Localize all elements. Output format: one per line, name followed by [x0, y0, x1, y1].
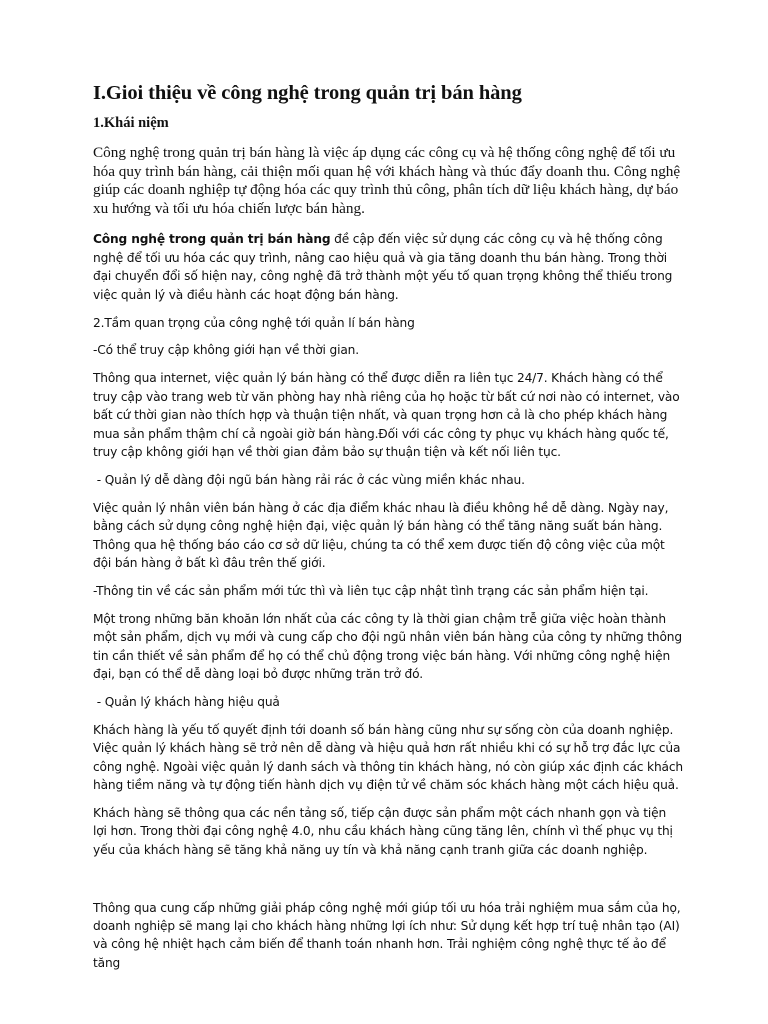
- point-body-team: Việc quản lý nhân viên bán hàng ở các địa điểm khác nhau là điều không hề dễ dàng. Ngày nay, bằng cách sử dụng công nghệ hiện đại, việc quản lý bán hàng có thể tăng năng suất bán hàng. Thông qua hệ thống báo cáo cơ sở dữ liệu, chúng ta có thể xem được tiến độ công việc của một đội bán hàng ở bất kì đâu trên thế giới.: [93, 500, 669, 570]
- definition-term: Công nghệ trong quản trị bán hàng: [93, 232, 331, 247]
- point-heading-customers: - Quản lý khách hàng hiệu quả: [93, 694, 280, 709]
- point-heading-products: -Thông tin về các sản phẩm mới tức thì và liên tục cập nhật tình trạng các sản phẩm hiện tại.: [93, 583, 649, 598]
- point-body-products: Một trong những băn khoăn lớn nhất của các công ty là thời gian chậm trễ giữa việc hoàn thành một sản phẩm, dịch vụ mới và cung cấp cho đội ngũ nhân viên bán hàng của công ty những thông tin cần thiết về sản phẩm để họ có thể chủ động trong việc bán hàng. Với những công nghệ hiện đại, bạn có thể dễ dàng loại bỏ được những trăn trở đó.: [93, 611, 682, 681]
- document-page: [93, 82, 683, 982]
- point-body-customers-1: Khách hàng là yếu tố quyết định tới doanh số bán hàng cũng như sự sống còn của doanh nghiệp. Việc quản lý khách hàng sẽ trở nên dễ dàng và hiệu quả hơn rất nhiều khi có sự hỗ trợ đắc lực của công nghệ. Ngoài việc quản lý danh sách và thông tin khách hàng, nó còn giúp xác định các khách hàng tiềm năng và tự động tiến hành dịch vụ điện tử về chăm sóc khách hàng một cách hiệu quả.: [93, 722, 683, 793]
- section-heading-importance: 2.Tầm quan trọng của công nghệ tới quản lí bán hàng: [93, 315, 415, 330]
- intro-paragraph: Công nghệ trong quản trị bán hàng là việc áp dụng các công cụ và hệ thống công nghệ để tối ưu hóa quy trình bán hàng, cải thiện mối quan hệ với khách hàng và thúc đẩy doanh thu. Công nghệ giúp các doanh nghiệp tự động hóa các quy trình thủ công, phân tích dữ liệu khách hàng, dự báo xu hướng và tối ưu hóa chiến lược bán hàng.: [93, 144, 681, 217]
- document-title: I.Gioi thiệu về công nghệ trong quản trị bán hàng: [93, 82, 522, 104]
- point-heading-team: - Quản lý dễ dàng đội ngũ bán hàng rải rác ở các vùng miền khác nhau.: [93, 472, 525, 487]
- definition-text: đề cập đến việc sử dụng các công cụ và hệ thống công nghệ để tối ưu hóa các quy trình, nâng cao hiệu quả và gia tăng doanh thu bán hàng. Trong thời đại chuyển đổi số hiện nay, công nghệ đã trở thành một yếu tố quan trọng không thể thiếu trong việc quản lý và điều hành các hoạt động bán hàng.: [93, 232, 673, 302]
- point-heading-access: -Có thể truy cập không giới hạn về thời gian.: [93, 343, 359, 358]
- point-body-access: Thông qua internet, việc quản lý bán hàng có thể được diễn ra liên tục 24/7. Khách hàng có thể truy cập vào trang web từ văn phòng hay nhà riêng của họ hoặc từ bất cứ nơi nào có internet, vào bất cứ thời gian nào thích hợp và thuận tiện nhất, và quan trọng hơn cả là cho phép khách hàng mua sản phẩm thậm chí cả ngoài giờ bán hàng.Đối với các công ty phục vụ khách hàng quốc tế, truy cập không giới hạn về thời gian đảm bảo sự thuận tiện và kết nối liên tục.: [93, 371, 680, 459]
- definition-paragraph: [93, 230, 683, 304]
- point-body-customers-2: Khách hàng sẽ thông qua các nền tảng số, tiếp cận được sản phẩm một cách nhanh gọn và tiện lợi hơn. Trong thời đại công nghệ 4.0, nhu cầu khách hàng cũng tăng lên, chính vì thế phục vụ thị yếu của khách hàng sẽ tăng khả năng uy tín và khả năng cạnh tranh giữa các doanh nghiệp.: [93, 805, 673, 857]
- section-heading-concept: 1.Khái niệm: [93, 115, 169, 131]
- final-paragraph: Thông qua cung cấp những giải pháp công nghệ mới giúp tối ưu hóa trải nghiệm mua sắm của họ, doanh nghiệp sẽ mang lại cho khách hàng những lợi ích như: Sử dụng kết hợp trí tuệ nhân tạo (AI) và công hệ nhiệt hạch cảm biến để thanh toán nhanh hơn. Trải nghiệm công nghệ thực tế ảo để tăng: [93, 900, 681, 970]
- paragraph-spacer: [93, 869, 683, 899]
